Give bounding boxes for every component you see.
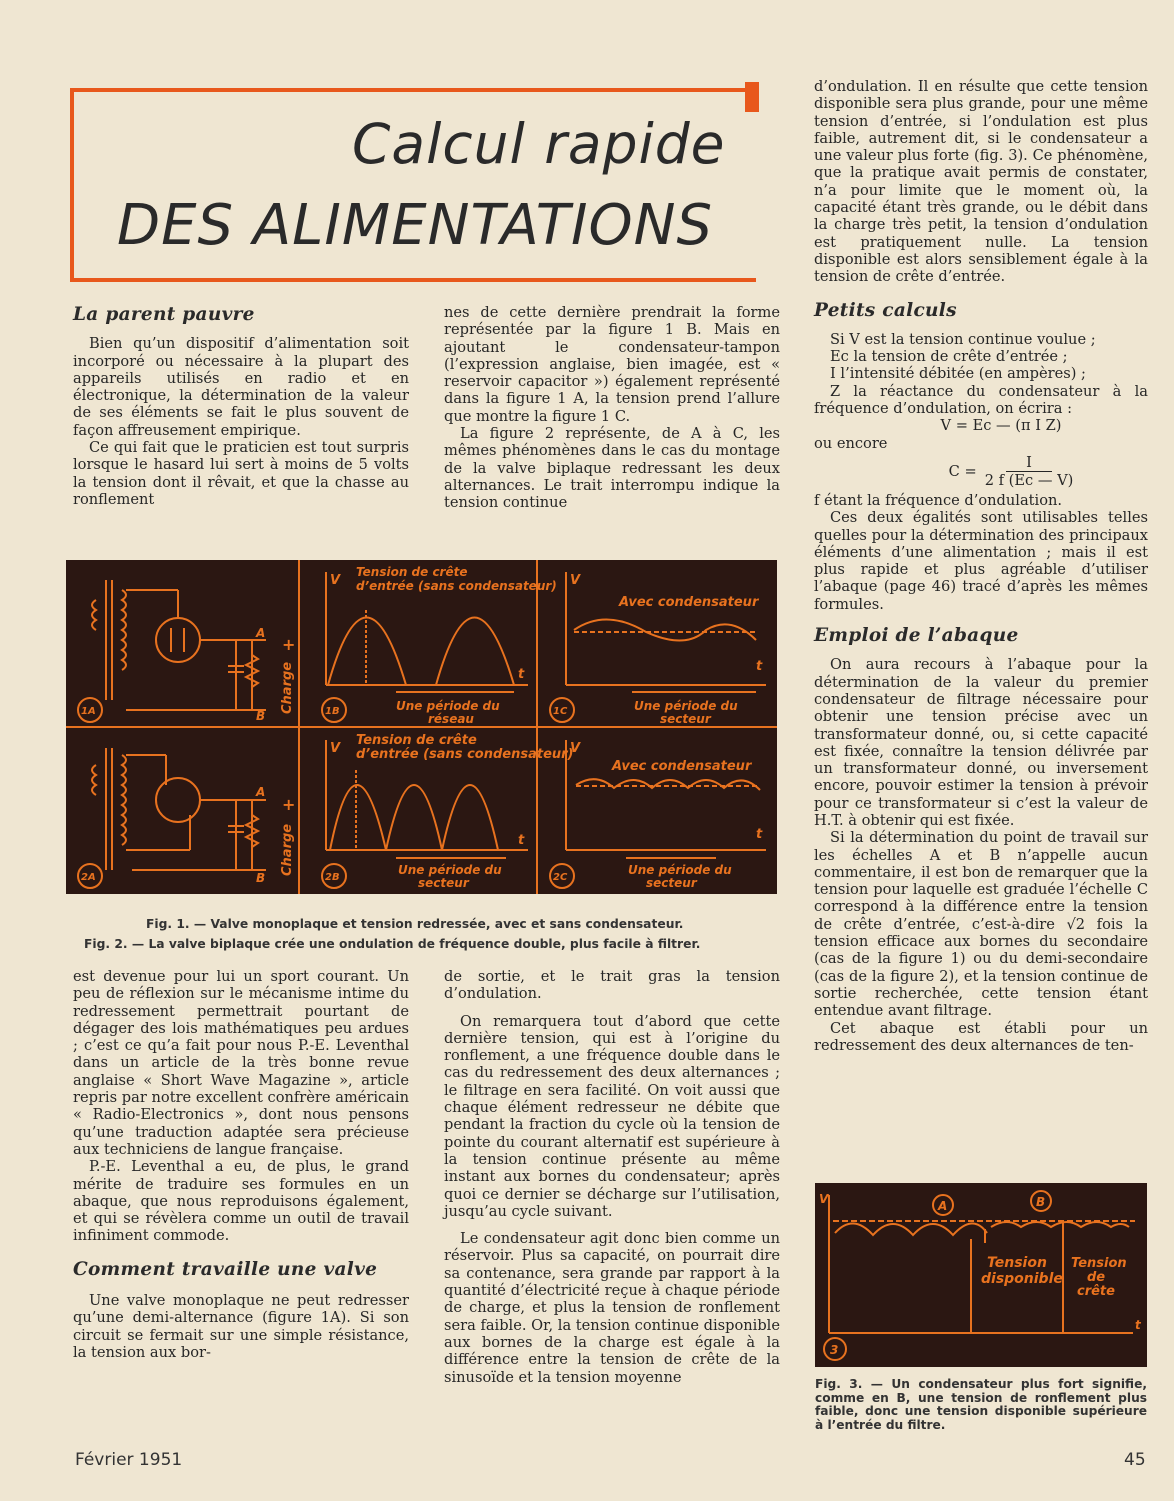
paragraph: Ces deux égalités sont utilisables telles quelles pour la détermination des principaux éléments d’une alimentation ; mais il est plus rapide et plus agréable d’utiliser l’abaque (page 46) tracé d’après les mêmes formules. [814,509,1148,613]
figure-2-caption: Fig. 2. — La valve biplaque crée une ondulation de fréquence double, plus facile à filtrer. [84,937,701,951]
figure-3-caption: Fig. 3. — Un condensateur plus fort signifie, comme en B, une tension de ronflement plus faible, donc une tension disponible supérieure à l’entrée du filtre. [815,1377,1147,1432]
t-axis-label: t [756,827,763,842]
node-b-label: B [256,709,266,723]
plus-sign: + [282,635,296,654]
figure-tag-2b: 2B [325,872,340,883]
annotation-tension-crete-2: d’entrée (sans condensateur) [356,579,557,593]
formula-line: I l’intensité débitée (en ampères) ; [830,365,1086,383]
column-1-top [73,306,409,508]
paragraph: nes de cette dernière prendrait la forme représentée par la figure 1 B. Mais en ajoutant le condensateur-tampon (l’expression anglaise, bien imagée, est « reservoir capacitor ») également représenté dans la figure 1 A, la tension prend l’allure que montre la figure 1 C. [444,304,780,425]
annotation-periode-1: Une période du [634,699,738,713]
paragraph: d’ondulation. Il en résulte que cette tension disponible sera plus grande, pour une même tension d’entrée, si l’ondulation est plus faible, autrement dit, si le condensateur a une valeur plus forte (fig. 3). Ce phénomène, que la pratique avait permis de constater, n’a pour limite que le moment où, la capacité étant très grande, ou le débit dans la charge très petit, la tension d’ondulation est pratiquement nulle. La tension disponible est alors sensiblement égale à la tension de crête d’entrée. [814,78,1148,286]
ou-encore: ou encore [814,434,888,452]
page-number: 45 [1124,1450,1146,1470]
node-a-label: A [256,785,266,799]
annotation-disponible: disponible [981,1271,1063,1287]
equation-2-lhs: C = [948,463,977,481]
paragraph: Cet abaque est établi pour un redressement des deux alternances de ten- [814,1019,1148,1054]
plus-sign: + [282,795,296,814]
title-line-2: DES ALIMENTATIONS [117,193,714,258]
paragraph: P.-E. Leventhal a eu, de plus, le grand mérite de traduire ses formules en un abaque, que nous reproduisons également, et qui se révèlera comme un outil de travail infiniment commode. [73,1158,409,1245]
equation-1: V = Ec — (π I Z) [940,417,1062,435]
column-3 [814,78,1148,1054]
annotation-tension: Tension [987,1255,1047,1271]
column-2-top [444,304,780,512]
curve-label-b: B [1036,1195,1046,1209]
figure-tag-3: 3 [830,1343,839,1357]
footer-date: Février 1951 [75,1450,183,1470]
section-heading: Comment travaille une valve [73,1258,378,1280]
annotation-de: de [1087,1270,1106,1285]
v-axis-label: V [819,1192,829,1206]
node-b-label: B [256,871,266,885]
figure-3 [815,1183,1147,1367]
node-a-label: A [256,626,266,640]
annotation-tension-crete-2: d’entrée (sans condensateur) [356,747,574,762]
annotation-periode-1: Une période du [396,699,500,713]
figure-1-2 [66,560,777,894]
title-accent-square [745,82,759,112]
paragraph: Bien qu’un dispositif d’alimentation soit incorporé ou nécessaire à la plupart des appareils utilisés en radio et en électronique, la détermination de la valeur de ses éléments se fait le plus souvent de façon affreusement empirique. [73,335,409,439]
equation-2-numerator: I [1006,454,1052,472]
paragraph: On remarquera tout d’abord que cette dernière tension, qui est à l’origine du ronflement, a une fréquence double dans le cas du redressement des deux alternances ; le filtrage en sera facilité. On voit aussi que chaque élément redresseur ne débite que pendant la fraction du cycle où la tension de pointe du courant alternatif est supérieure à la tension continue présente au même instant aux bornes du condensateur; après quoi ce dernier se décharge sur l’utilisation, jusqu’au cycle suivant. [444,1012,780,1220]
title-line-1: Calcul rapide [352,112,726,176]
formula-line: Ec la tension de crête d’entrée ; [830,348,1068,366]
figure-tag-2c: 2C [553,872,568,883]
column-1-bottom [73,968,409,1361]
annotation-avec-condensateur: Avec condensateur [619,595,759,610]
t-axis-label: t [518,833,525,848]
annotation-periode-1: Une période du [398,863,502,877]
v-axis-label: V [330,741,341,756]
annotation-tension-crete-1: Tension de crête [356,733,477,748]
annotation-periode-2: secteur [646,876,697,890]
section-heading: Emploi de l’abaque [814,625,1019,647]
equation-2-denominator: 2 f (Ec — V) [984,472,1074,490]
paragraph: On aura recours à l’abaque pour la détermination de la valeur du premier condensateur de filtrage nécessaire pour obtenir une tension précise avec un transformateur donné, ou, si cette capacité est fixée, connaître la tension délivrée par un transformateur donné, ou inversement encore, pouvoir estimer la tension à prévoir pour ce transformateur si c’est la valeur de H.T. à obtenir qui est fixée. [814,656,1148,829]
paragraph: Ce qui fait que le praticien est tout surpris lorsque le hasard lui sert à moins de 5 volts la tension dont il rêvait, et que la chasse au ronflement [73,439,409,508]
v-axis-label: V [330,573,341,588]
annotation-avec-condensateur: Avec condensateur [612,759,752,774]
annotation-periode-2: secteur [418,876,469,890]
figure-tag-2a: 2A [81,872,96,883]
formula-line: Z la réactance du condensateur à la fréquence d’ondulation, on écrira : [814,382,1148,418]
charge-label: Charge [280,823,295,876]
figure-tag-1b: 1B [325,706,340,717]
column-2-bottom [444,968,780,1386]
paragraph: Si la détermination du point de travail sur les échelles A et B n’appelle aucun commentaire, il est bon de remarquer que la tension pour laquelle est graduée l’échelle C correspond à la différence entre la tension de crête d’entrée, c’est-à-dire √2 fois la tension efficace aux bornes du secondaire (cas de la figure 1) ou du demi-secondaire (cas de la figure 2), et la tension continue de sortie recherchée, cette tension étant entendue avant filtrage. [814,829,1148,1020]
formula-line: Si V est la tension continue voulue ; [830,330,1096,348]
annotation-crete: crête [1077,1284,1115,1299]
v-axis-label: V [570,573,581,588]
paragraph: La figure 2 représente, de A à C, les mêmes phénomènes dans le cas du montage de la valve biplaque redressant les deux alternances. Le trait interrompu indique la tension continue [444,425,780,512]
paragraph: est devenue pour lui un sport courant. Un peu de réflexion sur le mécanisme intime du redressement permettrait pourtant de dégager des lois mathématiques peu ardues ; c’est ce qu’a fait pour nous P.-E. Leventhal dans un article de la très bonne revue anglaise « Short Wave Magazine », article repris par notre excellent confrère américain « Radio-Electronics », dont nous pensons qu’une traduction adaptée sera précieuse aux techniciens de langue française. [73,968,409,1158]
annotation-tension-crete-1: Tension de crête [356,565,468,579]
equation-2 [874,452,1148,492]
paragraph: de sortie, et le trait gras la tension d’ondulation. [444,968,780,1003]
v-axis-label: V [570,741,581,756]
annotation-periode-2: secteur [660,712,711,726]
t-axis-label: t [1135,1318,1141,1332]
section-heading: La parent pauvre [73,304,255,325]
annotation-periode-1: Une période du [628,863,732,877]
section-heading: Petits calculs [814,299,957,321]
paragraph: Le condensateur agit donc bien comme un réservoir. Plus sa capacité, on pourrait dire sa contenance, sera grande par rapport à la quantité d’électricité reçue à chaque période de charge, et plus la tension de ronflement sera faible. Or, la tension continue disponible aux bornes de la charge est égale à la différence entre la tension de crête de la sinusoïde et la tension moyenne [444,1230,780,1386]
paragraph: f étant la fréquence d’ondulation. [814,491,1063,509]
paragraph: Une valve monoplaque ne peut redresser qu’une demi-alternance (figure 1A). Si son circuit se fermait sur une simple résistance, la tension aux bor- [73,1292,409,1361]
t-axis-label: t [756,659,763,674]
figure-tag-1c: 1C [553,706,568,717]
charge-label: Charge [280,661,295,714]
figure-1-caption: Fig. 1. — Valve monoplaque et tension redressée, avec et sans condensateur. [146,917,684,931]
annotation-periode-2: réseau [428,712,474,726]
annotation-tension: Tension [1071,1256,1127,1271]
curve-label-a: A [938,1199,948,1213]
figure-tag-1a: 1A [81,706,96,717]
t-axis-label: t [518,667,525,682]
